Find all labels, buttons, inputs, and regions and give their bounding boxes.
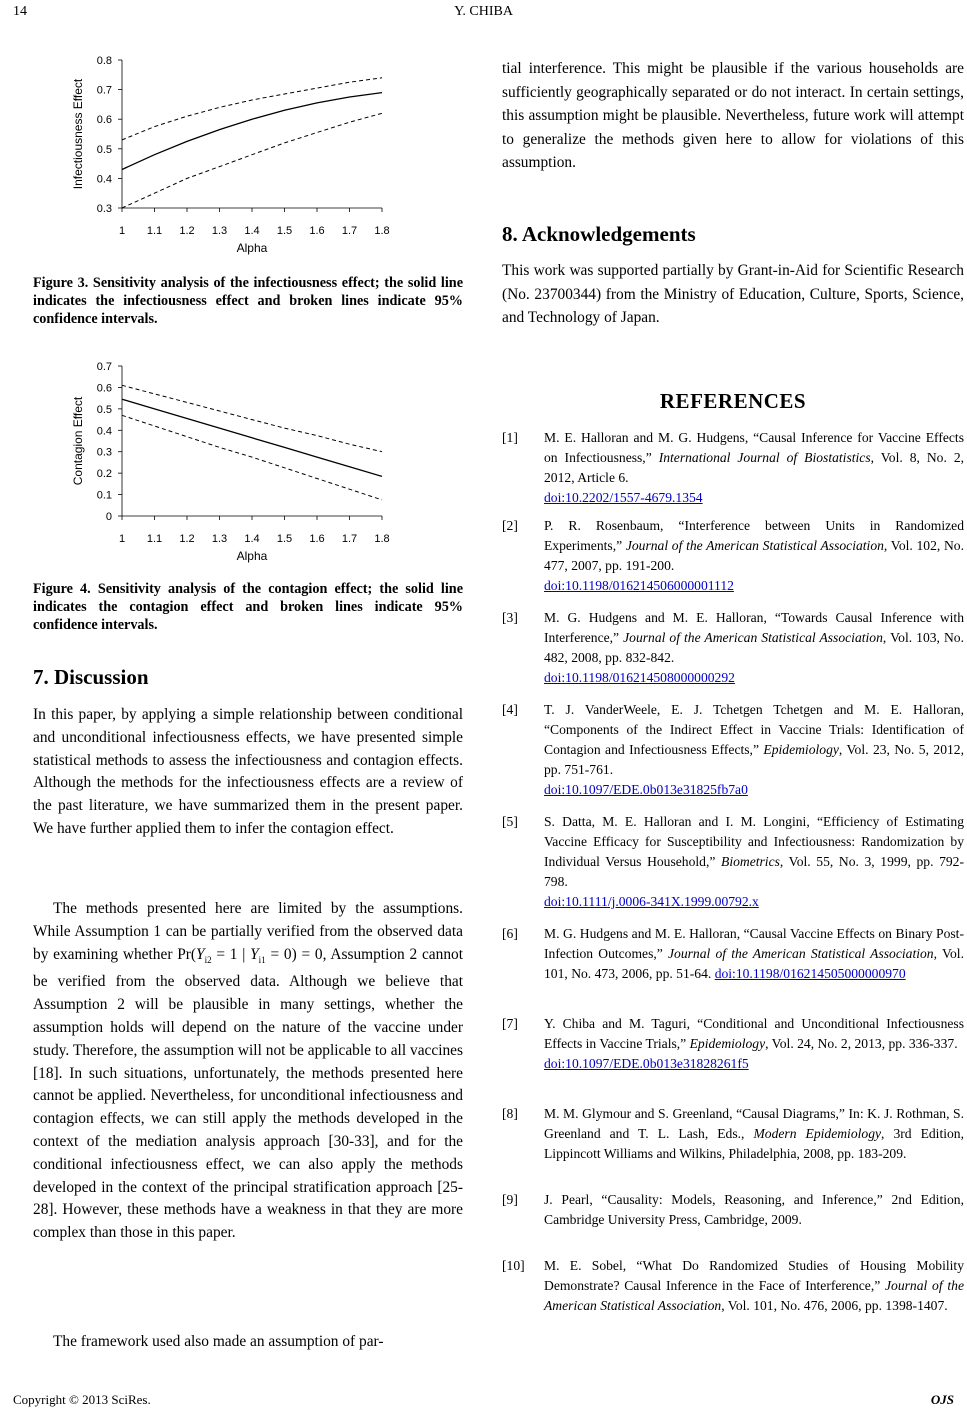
acknowledgements-heading: 8. Acknowledgements [502, 222, 696, 246]
reference-number: [10] [502, 1258, 525, 1273]
discussion-paragraph-3: The framework used also made an assumption of par- [53, 1333, 384, 1350]
reference-journal: Modern Epidemiology [753, 1126, 882, 1141]
reference-number: [5] [502, 814, 518, 829]
reference-doi-link[interactable]: doi:10.1198/016214505000000970 [714, 966, 906, 981]
discussion-paragraph-1: In this paper, by applying a simple relationship between conditional and unconditional infectiousness effects, we have presented simple statistical methods to assess the infectiousness and contagion effects. Although the methods for the infectiousness effects are a review of the past literature, we have summarized them in the present paper. We have further applied them to infer the contagion effect. [33, 706, 463, 837]
reference-item [502, 924, 964, 984]
reference-doi-link[interactable]: doi:10.1097/EDE.0b013e31828261f5 [544, 1056, 749, 1071]
reference-body [544, 516, 964, 596]
reference-journal: Biometrics [721, 854, 780, 869]
reference-item [502, 608, 964, 688]
discussion-paragraph-2 [33, 898, 463, 1245]
reference-item [502, 1256, 964, 1316]
x-axis-title: Alpha [236, 549, 268, 563]
y-tick-label: 0.1 [96, 489, 112, 502]
y-tick-label: 0.4 [96, 425, 112, 438]
figure-3-caption: Figure 3. Sensitivity analysis of the infectiousness effect; the solid line indicates the infectiousness effect and broken lines indicate 95% confidence intervals. [33, 275, 463, 327]
reference-details: , Vol. 55, No. 3, 1999, pp. 792-798. [544, 854, 964, 889]
references-heading: REFERENCES [659, 389, 807, 413]
y-tick-label: 0.3 [96, 446, 112, 459]
y-axis-title: Contagion Effect [71, 396, 85, 486]
reference-authors-title: M. G. Hudgens and M. E. Halloran, “Towards Causal Inference with Interference,” [544, 610, 964, 645]
reference-journal: Journal of the American Statistical Association [544, 1278, 964, 1313]
reference-number: [4] [502, 702, 518, 717]
x-tick-label: 1.7 [341, 533, 358, 545]
x-axis-title: Alpha [236, 241, 268, 255]
discussion-heading: 7. Discussion [33, 665, 149, 689]
x-tick-label: 1.8 [374, 533, 390, 545]
reference-details: , Vol. 24, No. 2, 2013, pp. 336-337. [765, 1036, 958, 1051]
page-number: 14 [13, 4, 27, 19]
reference-journal: Journal of the American Statistical Association [668, 946, 934, 961]
reference-authors-title: M. E. Halloran and M. G. Hudgens, “Causal Inference for Vaccine Effects on Infectiousness,” [544, 430, 964, 465]
reference-number: [8] [502, 1106, 518, 1121]
x-tick-label: 1.6 [309, 225, 325, 237]
reference-authors-title: S. Datta, M. E. Halloran and I. M. Longini, “Efficiency of Estimating Vaccine Efficacy for Susceptibility and Infectiousness: Randomization by Individual Versus Household,” [544, 814, 964, 869]
y-tick-label: 0.6 [96, 382, 112, 395]
discussion-p2-intro: The methods presented here are limited by the assumptions. While Assumption 1 can be partially verified from the observed data by examining whether [33, 900, 463, 963]
y-tick-label: 0.8 [96, 55, 112, 67]
reference-item [502, 516, 964, 596]
x-tick-label: 1.2 [179, 533, 195, 545]
reference-item [502, 812, 964, 912]
x-tick-label: 1.2 [179, 225, 195, 237]
reference-authors-title: M. E. Sobel, “What Do Randomized Studies of Housing Mobility Demonstrate? Causal Inference in the Face of Interference,” [544, 1258, 964, 1293]
confidence-bound-line [122, 78, 382, 140]
reference-journal: International Journal of Biostatistics [658, 450, 871, 465]
confidence-bound-line [122, 385, 382, 451]
acknowledgements-text: This work was supported partially by Grant-in-Aid for Scientific Research (No. 23700344) from the Ministry of Education, Culture, Sports, Science, and Technology of Japan. [502, 262, 964, 326]
reference-authors-title: Y. Chiba and M. Taguri, “Conditional and Unconditional Infectiousness Effects in Vaccine Trials,” [544, 1016, 964, 1051]
reference-body [544, 812, 964, 912]
y-tick-label: 0.5 [96, 403, 112, 416]
reference-journal: Journal of the American Statistical Association [623, 630, 883, 645]
reference-number: [9] [502, 1192, 518, 1207]
y-tick-label: 0.2 [96, 468, 112, 481]
reference-doi-link[interactable]: doi:10.2202/1557-4679.1354 [544, 490, 703, 505]
y-axis-title: Infectiousness Effect [71, 78, 85, 190]
reference-doi-link[interactable]: doi:10.1111/j.0006-341X.1999.00792.x [544, 894, 759, 909]
x-tick-label: 1.7 [341, 225, 358, 237]
running-head-author: Y. CHIBA [454, 4, 513, 19]
figure-4-svg [60, 354, 400, 578]
figure-4-chart [60, 354, 400, 578]
reference-item [502, 428, 964, 508]
reference-authors-title: P. R. Rosenbaum, “Interference between Units in Randomized Experiments,” [544, 518, 964, 553]
x-tick-label: 1.4 [244, 533, 260, 545]
y-tick-label: 0.7 [96, 361, 112, 373]
figure-3-chart [60, 48, 400, 268]
x-tick-label: 1.1 [146, 225, 163, 237]
reference-item [502, 700, 964, 800]
reference-number: [7] [502, 1016, 518, 1031]
reference-body [544, 700, 964, 800]
reference-journal: Journal of the American Statistical Association [625, 538, 884, 553]
reference-details: , Vol. 103, No. 482, 2008, pp. 832-842. [544, 630, 964, 665]
probability-expression: $Pr(Y_{i2} = 1$ | $Y_{i1} = 0) = 0$ [177, 945, 323, 965]
y-tick-label: 0.3 [96, 203, 112, 215]
figure-4-caption: Figure 4. Sensitivity analysis of the contagion effect; the solid line indicates the contagion effect and broken lines indicate 95% confidence intervals. [33, 581, 463, 633]
figure-3-svg [60, 48, 400, 268]
reference-details: , 3rd Edition, Lippincott Williams and Wilkins, Philadelphia, 2008, pp. 183-209. [544, 1126, 964, 1161]
x-tick-label: 1 [118, 533, 126, 545]
right-column-continuation: tial interference. This might be plausible if the various households are sufficiently geographically separated or do not interact. In certain settings, this assumption might be plausible. Nevertheless, future work will attempt to generalize the methods given here to allow for violations of this assumption. [502, 60, 964, 171]
reference-number: [2] [502, 518, 518, 533]
reference-item [502, 1014, 964, 1074]
x-tick-label: 1.3 [211, 533, 228, 545]
x-tick-label: 1.1 [146, 533, 163, 545]
x-tick-label: 1.5 [276, 533, 293, 545]
reference-body [544, 1104, 964, 1164]
y-tick-label: 0.6 [96, 114, 112, 127]
reference-item [502, 1104, 964, 1164]
reference-body [544, 924, 964, 984]
reference-body [544, 608, 964, 688]
reference-doi-link[interactable]: doi:10.1097/EDE.0b013e31825fb7a0 [544, 782, 748, 797]
y-tick-label: 0 [105, 511, 112, 523]
reference-journal: Epidemiology [763, 742, 839, 757]
y-tick-label: 0.4 [96, 173, 112, 186]
effect-estimate-line [122, 93, 382, 170]
reference-body [544, 1190, 964, 1230]
x-tick-label: 1.8 [374, 225, 390, 237]
journal-abbrev: OJS [930, 1392, 954, 1407]
reference-authors-title: J. Pearl, “Causality: Models, Reasoning, and Inference,” 2nd Edition, Cambridge University Press, Cambridge, 2009. [544, 1192, 964, 1227]
reference-details: , Vol. 101, No. 476, 2006, pp. 1398-1407. [721, 1298, 948, 1313]
reference-authors-title: M. G. Hudgens and M. E. Halloran, “Causal Vaccine Effects on Binary Post-Infection Outcomes,” [544, 926, 964, 961]
x-tick-label: 1.6 [309, 533, 325, 545]
reference-body [544, 428, 964, 508]
reference-authors-title: T. J. VanderWeele, E. J. Tchetgen Tchetgen and M. E. Halloran, “Components of the Indirect Effect in Vaccine Trials: Identification of Contagion and Infectiousness Effects,” [544, 702, 964, 757]
x-tick-label: 1 [118, 225, 126, 237]
confidence-bound-line [122, 113, 382, 208]
reference-number: [3] [502, 610, 518, 625]
discussion-p2-rest: , Assumption 2 cannot be verified from the observed data. Although we believe that Assumption 2 will be plausible in many settings, whether the assumption holds will depend on the nature of the vaccine under study. Therefore, the assumption will not be applicable to all vaccines [18]. In such situations, unfortunately, the methods presented here cannot be applied. Nevertheless, for unconditional infectiousness and contagion effects, we can still apply the methods developed in the context of the mediation analysis approach [30-33], and for the conditional infectiousness effect, we can also apply the methods developed in the context of the principal stratification approach [25-28]. However, these methods have a weakness in that they are more complex than those in this paper. [33, 945, 463, 1242]
y-tick-label: 0.7 [96, 84, 112, 97]
reference-body [544, 1256, 964, 1316]
reference-details: , Vol. 101, No. 473, 2006, pp. 51-64. [544, 946, 964, 981]
reference-doi-link[interactable]: doi:10.1198/016214508000000292 [544, 670, 735, 685]
confidence-bound-line [122, 415, 382, 500]
x-tick-label: 1.5 [276, 225, 293, 237]
reference-details: , Vol. 23, No. 5, 2012, pp. 751-761. [544, 742, 965, 777]
effect-estimate-line [122, 399, 382, 476]
reference-doi-link[interactable]: doi:10.1198/016214506000001112 [544, 578, 734, 593]
x-tick-label: 1.3 [211, 225, 228, 237]
reference-body [544, 1014, 964, 1074]
reference-item [502, 1190, 964, 1230]
reference-details: , Vol. 102, No. 477, 2007, pp. 191-200. [544, 538, 964, 573]
x-tick-label: 1.4 [244, 225, 260, 237]
y-tick-label: 0.5 [96, 143, 112, 156]
copyright-notice: Copyright © 2013 SciRes. [13, 1392, 151, 1407]
reference-number: [1] [502, 430, 518, 445]
reference-authors-title: M. M. Glymour and S. Greenland, “Causal Diagrams,” In: K. J. Rothman, S. Greenland and T. L. Lash, Eds., [544, 1106, 964, 1141]
reference-number: [6] [502, 926, 518, 941]
reference-journal: Epidemiology [689, 1036, 766, 1051]
reference-details: , Vol. 8, No. 2, 2012, Article 6. [544, 450, 965, 485]
